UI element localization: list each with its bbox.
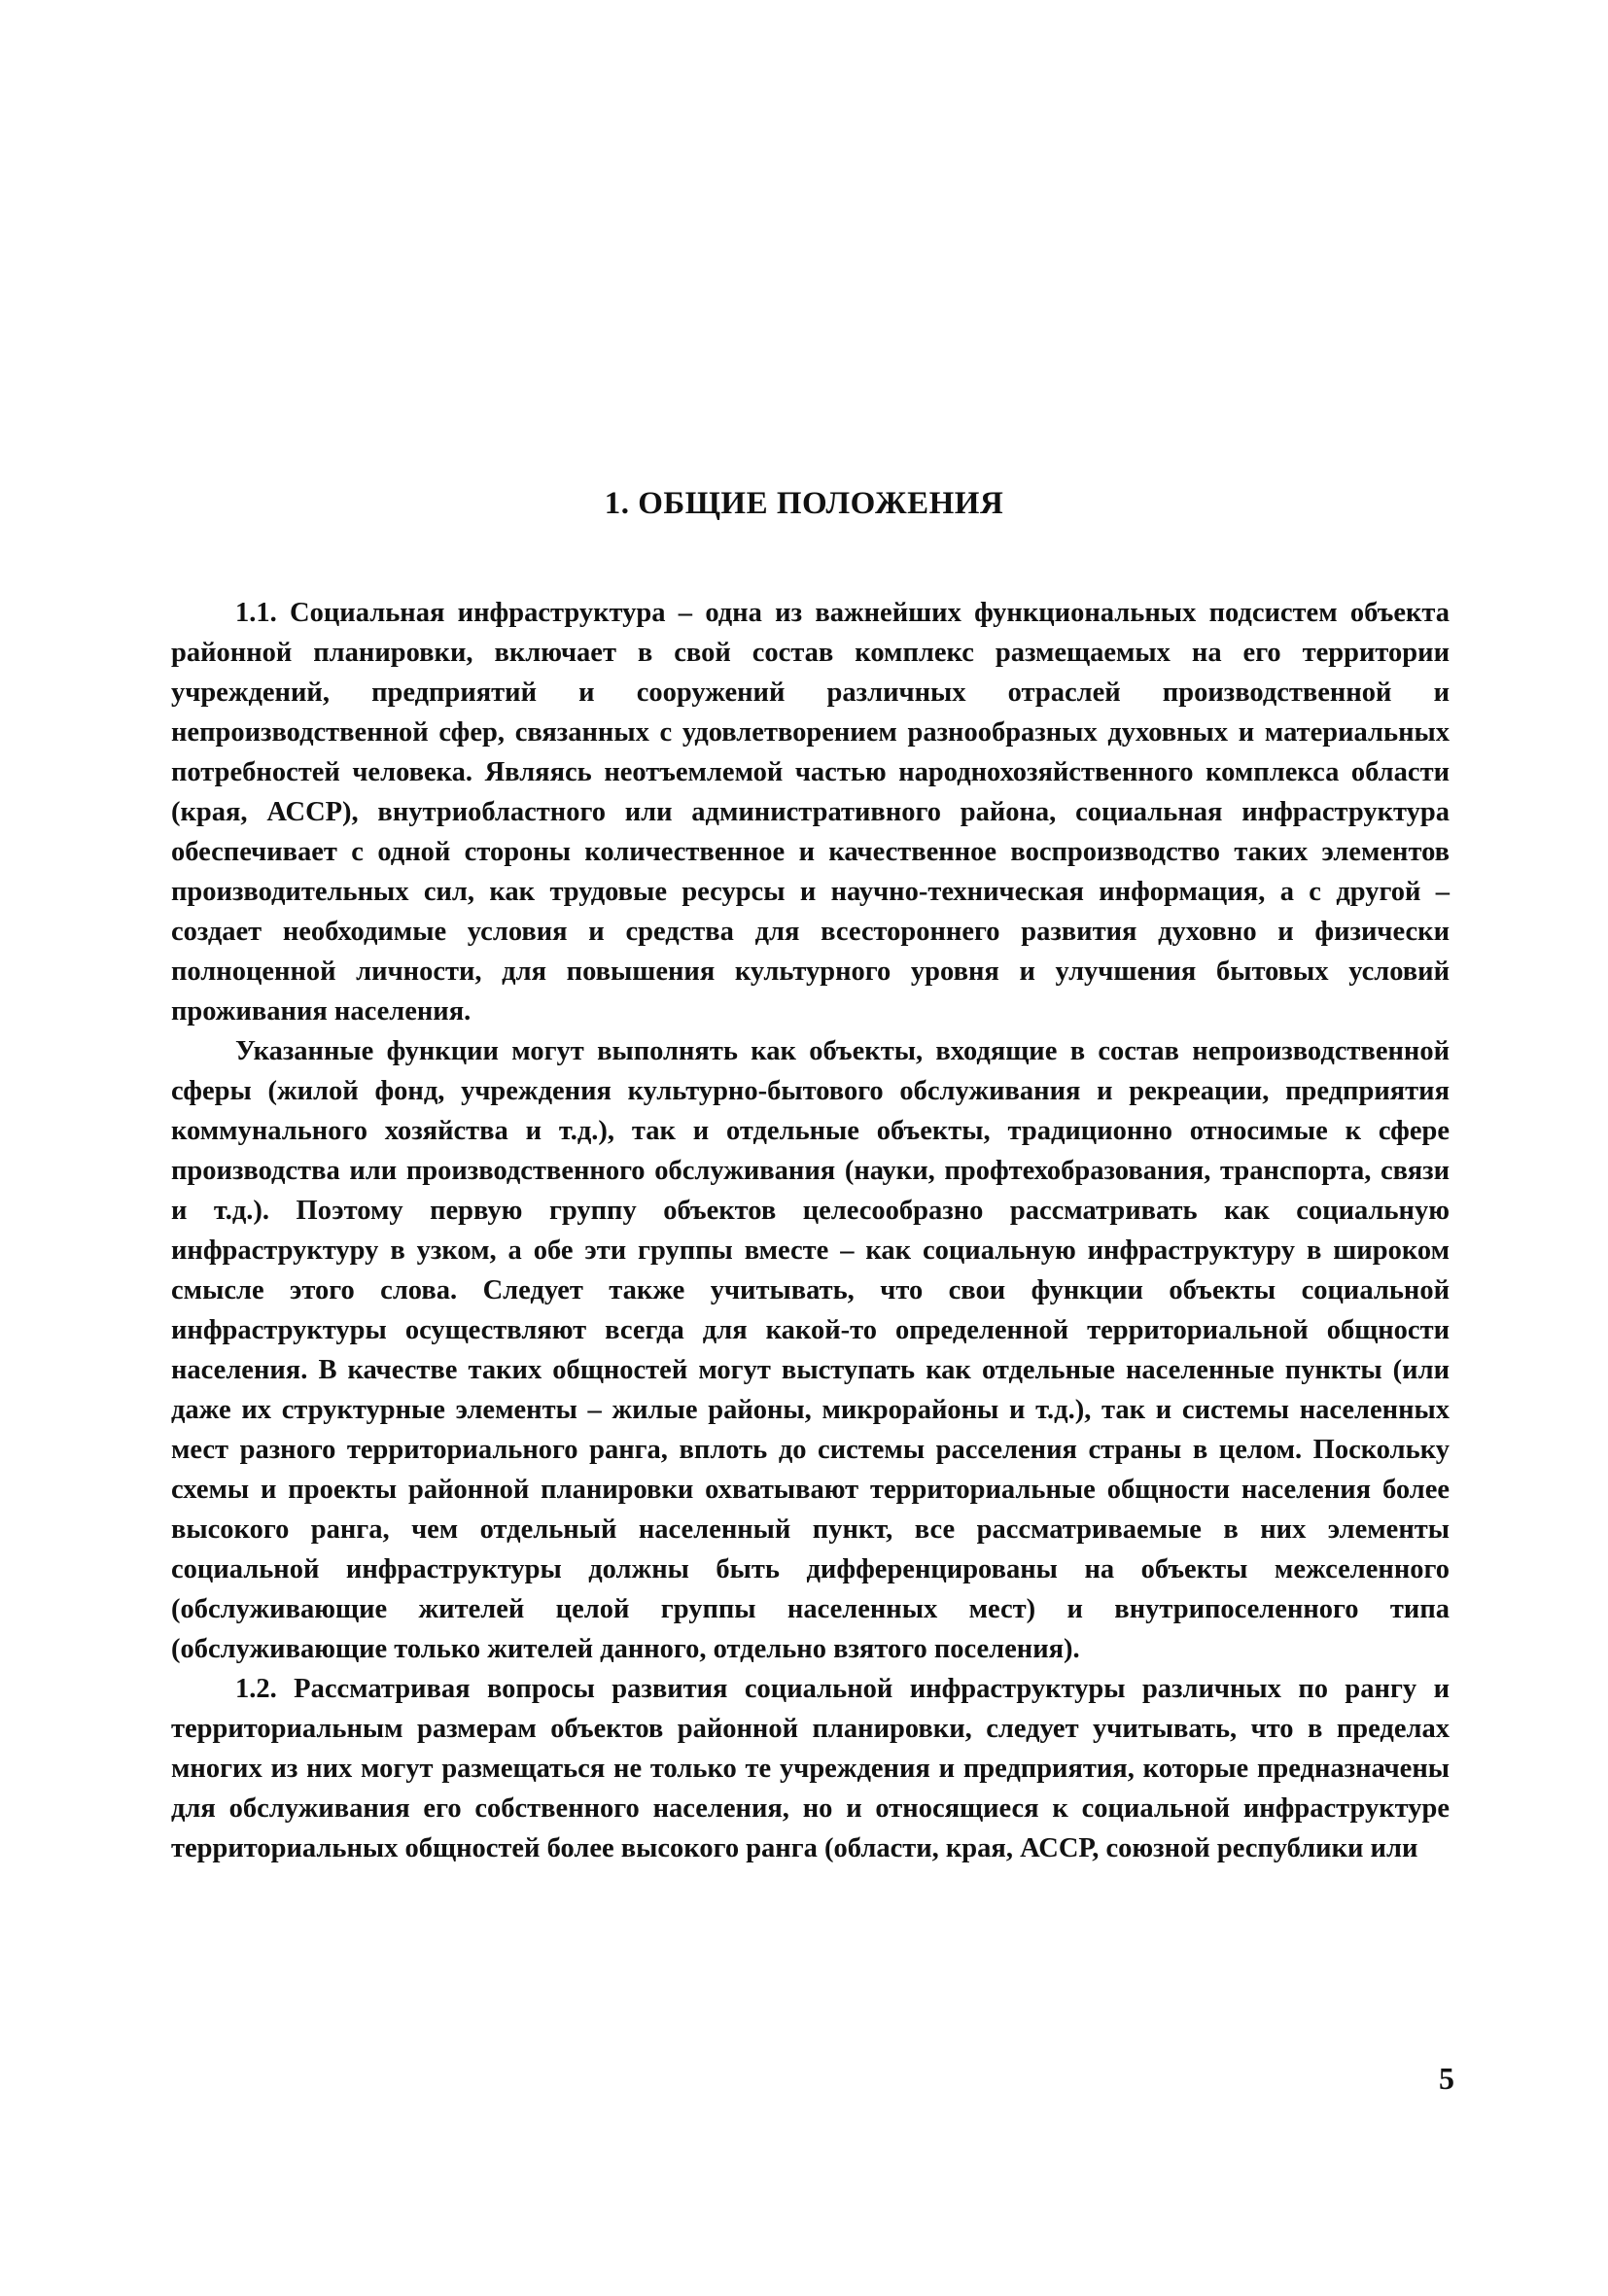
page-number: 5 (1439, 2061, 1454, 2096)
paragraph-1-1: 1.1. Социальная инфраструктура – одна из важнейших функциональных подсистем объекта районной планировки, включает в свой состав комплекс размещаемых на его территории учреждений, предприятий и сооружений различных отраслей производственной и непроизводственной сфер, связанных с удовлетворением разнообразных духовных и материальных потребностей человека. Являясь неотъемлемой частью народнохозяйственного комплекса области (края, АССР), внутриобластного или административного района, социальная инфраструктура обеспечивает с одной стороны количественное и качественное воспроизводство таких элементов производительных сил, как трудовые ресурсы и научно-техническая информация, а с другой – создает необходимые условия и средства для всестороннего развития духовно и физически полноценной личности, для повышения культурного уровня и улучшения бытовых условий проживания населения. (171, 598, 1450, 1026)
section-heading: 1. ОБЩИЕ ПОЛОЖЕНИЯ (604, 486, 1004, 521)
body-text (171, 593, 1450, 1868)
paragraph-functions: Указанные функции могут выполнять как объекты, входящие в состав непроизводственной сферы (жилой фонд, учреждения культурно-бытового обслуживания и рекреации, предприятия коммунального хозяйства и т.д.), так и отдельные объекты, традиционно относимые к сфере производства или производственного обслуживания (науки, профтехобразования, транспорта, связи и т.д.). Поэтому первую группу объектов целесообразно рассматривать как социальную инфраструктуру в узком, а обе эти группы вместе – как социальную инфраструктуру в широком смысле этого слова. Следует также учитывать, что свои функции объекты социальной инфраструктуры осуществляют всегда для какой-то определенной территориальной общности населения. В качестве таких общностей могут выступать как отдельные населенные пункты (или даже их структурные элементы – жилые районы, микрорайоны и т.д.), так и системы населенных мест разного территориального ранга, вплоть до системы расселения страны в целом. Поскольку схемы и проекты районной планировки охватывают территориальные общности населения более высокого ранга, чем отдельный населенный пункт, все рассматриваемые в них элементы социальной инфраструктуры должны быть дифференцированы на объекты межселенного (обслуживающие жителей целой группы населенных мест) и внутрипоселенного типа (обслуживающие только жителей данного, отдельно взятого поселения). (171, 1036, 1450, 1664)
paragraph-1-2: 1.2. Рассматривая вопросы развития социальной инфраструктуры различных по рангу и территориальным размерам объектов районной планировки, следует учитывать, что в пределах многих из них могут размещаться не только те учреждения и предприятия, которые предназначены для обслуживания его собственного населения, но и относящиеся к социальной инфраструктуре территориальных общностей более высокого ранга (области, края, АССР, союзной республики или (171, 1674, 1450, 1863)
